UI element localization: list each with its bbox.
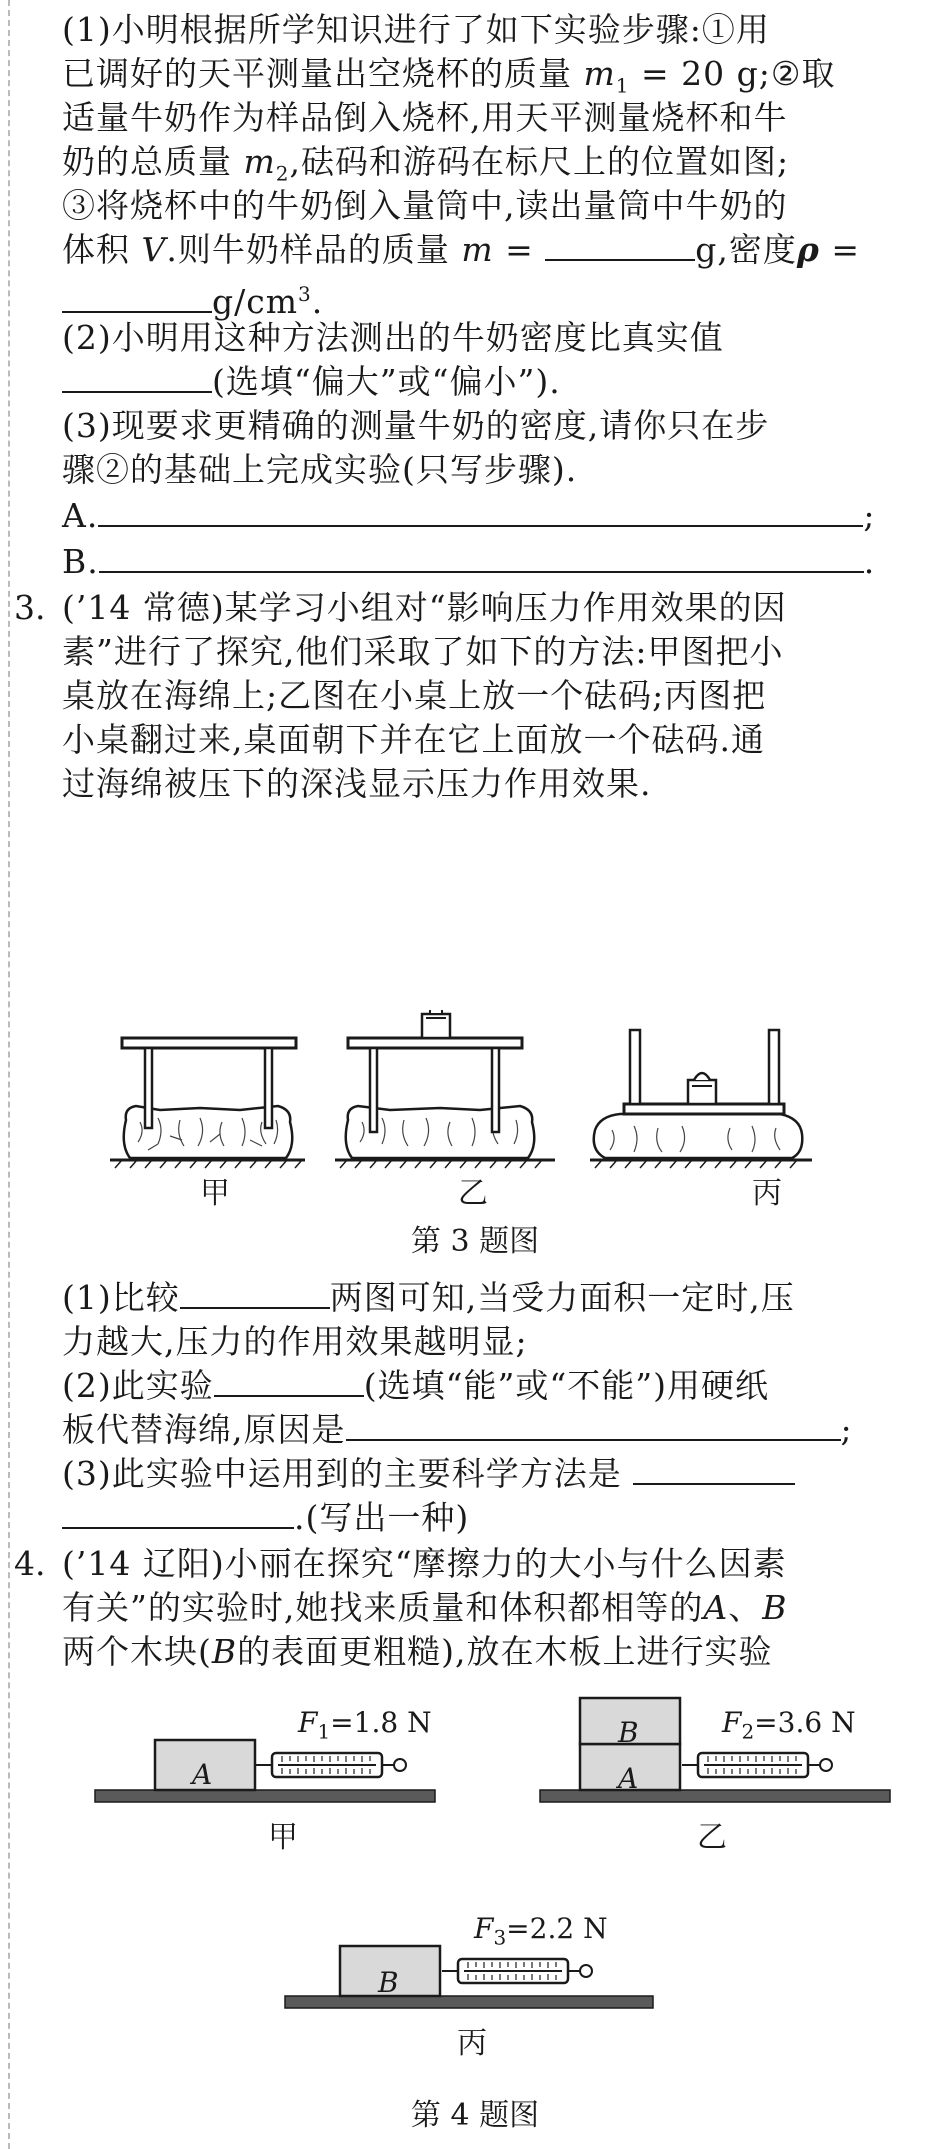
var-m: m — [461, 230, 494, 269]
var-v: V — [141, 230, 167, 269]
force-label-f2 — [722, 1706, 856, 1744]
answer-blank-step-b[interactable] — [99, 541, 864, 573]
text: 小桌翻过来,桌面朝下并在它上面放一个砝码.通 — [62, 720, 765, 759]
sub: 2 — [275, 161, 290, 186]
block-a-label: A — [618, 1762, 639, 1795]
figure-4-label-yi: 乙 — [697, 1820, 727, 1855]
answer-blank-step-a[interactable] — [98, 495, 863, 527]
text: ; — [863, 496, 876, 535]
text: =3.6 N — [754, 1706, 856, 1739]
text: 两个木块( — [62, 1632, 212, 1671]
text: . — [311, 282, 324, 321]
text: = 20 g;②取 — [629, 54, 836, 93]
block-a-label: A — [192, 1758, 213, 1791]
text: F — [722, 1706, 742, 1739]
q3-sub3-line2 — [62, 1496, 469, 1540]
figure-4-caption: 第 4 题图 — [410, 2098, 540, 2133]
answer-blank-density[interactable] — [62, 281, 212, 313]
q3-sub1-line2 — [62, 1320, 528, 1364]
block-b-label: B — [378, 1966, 399, 1999]
figure-3-table-on-sponge — [110, 1038, 305, 1168]
var-b: B — [211, 1632, 238, 1671]
figure-3-label-yi: 乙 — [458, 1176, 488, 1211]
text: g/cm — [212, 282, 299, 321]
text: A. — [62, 496, 99, 535]
text: 体积 — [62, 230, 130, 269]
answer-blank-method-cont[interactable] — [62, 1497, 294, 1529]
text: 奶的总质量 — [62, 142, 232, 181]
text: (1)小明根据所学知识进行了如下实验步骤:①用 — [62, 10, 770, 49]
text: =1.8 N — [330, 1706, 432, 1739]
text: 力越大,压力的作用效果越明显; — [62, 1322, 528, 1361]
text: .则牛奶样品的质量 — [166, 230, 450, 269]
sub: 3 — [493, 1925, 507, 1950]
text: F — [298, 1706, 318, 1739]
text: 桌放在海绵上;乙图在小桌上放一个砝码;丙图把 — [62, 676, 767, 715]
q2-part2-line1 — [62, 316, 724, 360]
figure-4-label-jia: 甲 — [268, 1820, 298, 1855]
text: g,密度 — [695, 230, 797, 269]
text: 素”进行了探究,他们采取了如下的方法:甲图把小 — [62, 632, 784, 671]
text: ,砝码和游码在标尺上的位置如图; — [289, 142, 790, 181]
answer-blank-compare[interactable] — [180, 1277, 330, 1309]
text: = — [493, 230, 534, 269]
q2-part1-line5 — [62, 184, 788, 228]
text: =2.2 N — [506, 1912, 608, 1945]
text: 、 — [728, 1588, 763, 1627]
text: (1)比较 — [62, 1278, 180, 1317]
q3-sub3-line1 — [62, 1452, 795, 1496]
answer-blank-method[interactable] — [633, 1453, 795, 1485]
var-a: A — [703, 1588, 729, 1627]
text: (选填“偏大”或“偏小”). — [212, 362, 561, 401]
text: B. — [62, 542, 99, 581]
text: ③将烧杯中的牛奶倒入量筒中,读出量筒中牛奶的 — [62, 186, 788, 225]
q3-sub1-line1 — [62, 1276, 795, 1320]
text: (3)此实验中运用到的主要科学方法是 — [62, 1454, 622, 1493]
block-b-label: B — [618, 1716, 639, 1749]
weight-icon — [688, 1080, 716, 1104]
q3-line2 — [62, 630, 783, 674]
text: ; — [840, 1410, 853, 1449]
text: 过海绵被压下的深浅显示压力作用效果. — [62, 764, 652, 803]
figure-4-block-b-setup — [285, 1946, 653, 2008]
sub: 1 — [615, 73, 630, 98]
q2-step-b — [62, 540, 875, 584]
sub: 1 — [317, 1719, 331, 1744]
sub: 2 — [741, 1719, 755, 1744]
text: F — [474, 1912, 494, 1945]
q3-sub2-line2 — [62, 1408, 853, 1452]
q3-line3 — [62, 674, 766, 718]
q4-number: 4. — [14, 1544, 46, 1583]
text: = — [819, 230, 860, 269]
q4-line1 — [62, 1542, 787, 1586]
q2-part1-line1 — [62, 8, 770, 52]
text: 两图可知,当受力面积一定时,压 — [329, 1278, 795, 1317]
text: .(写出一种) — [294, 1498, 470, 1537]
sup: 3 — [298, 282, 312, 306]
q3-line4 — [62, 718, 765, 762]
figure-3-table-with-weight — [335, 1010, 555, 1168]
text: (2)此实验 — [62, 1366, 214, 1405]
text: (选填“能”或“不能”)用硬纸 — [363, 1366, 769, 1405]
text: 有关”的实验时,她找来质量和体积都相等的 — [62, 1588, 704, 1627]
q2-part3-line2 — [62, 448, 577, 492]
figure-3-label-jia: 甲 — [200, 1176, 230, 1211]
q3-sub2-line1 — [62, 1364, 769, 1408]
text: 适量牛奶作为样品倒入烧杯,用天平测量烧杯和牛 — [62, 98, 788, 137]
figure-4-block-a-setup — [95, 1740, 435, 1802]
q2-part1-line3 — [62, 96, 788, 140]
var-m1: m — [583, 54, 616, 93]
q2-part2-line2 — [62, 360, 561, 404]
text: 骤②的基础上完成实验(只写步骤). — [62, 450, 578, 489]
figure-3-label-bing: 丙 — [752, 1176, 782, 1211]
text: (3)现要求更精确的测量牛奶的密度,请你只在步 — [62, 406, 770, 445]
text: (’14 常德)某学习小组对“影响压力作用效果的因 — [62, 588, 787, 627]
force-label-f1 — [298, 1706, 432, 1744]
q2-step-a — [62, 494, 875, 538]
text: . — [863, 542, 876, 581]
text: 已调好的天平测量出空烧杯的质量 — [62, 54, 572, 93]
text: (’14 辽阳)小丽在探究“摩擦力的大小与什么因素 — [62, 1544, 787, 1583]
text: (2)小明用这种方法测出的牛奶密度比真实值 — [62, 318, 724, 357]
figure-3-caption: 第 3 题图 — [410, 1224, 540, 1259]
text: 的表面更粗糙),放在木板上进行实验 — [237, 1632, 773, 1671]
answer-blank-mass[interactable] — [545, 229, 695, 261]
q3-line5 — [62, 762, 652, 806]
answer-blank-reason[interactable] — [346, 1409, 841, 1441]
answer-blank-bias[interactable] — [62, 361, 212, 393]
q2-part3-line1 — [62, 404, 769, 448]
var-rho: ρ — [796, 230, 820, 269]
q4-line3 — [62, 1630, 773, 1674]
q3-number: 3. — [14, 588, 46, 627]
text: 板代替海绵,原因是 — [62, 1410, 346, 1449]
q3-line1 — [62, 586, 787, 630]
figure-4-label-bing: 丙 — [457, 2026, 487, 2061]
var-b: B — [762, 1588, 788, 1627]
q2-part1-line6 — [62, 228, 860, 272]
var-m2: m — [243, 142, 276, 181]
q4-line2 — [62, 1586, 787, 1630]
figure-3-inverted-table-with-weight — [590, 1030, 812, 1168]
answer-blank-can-replace[interactable] — [214, 1365, 364, 1397]
force-label-f3 — [474, 1912, 608, 1950]
